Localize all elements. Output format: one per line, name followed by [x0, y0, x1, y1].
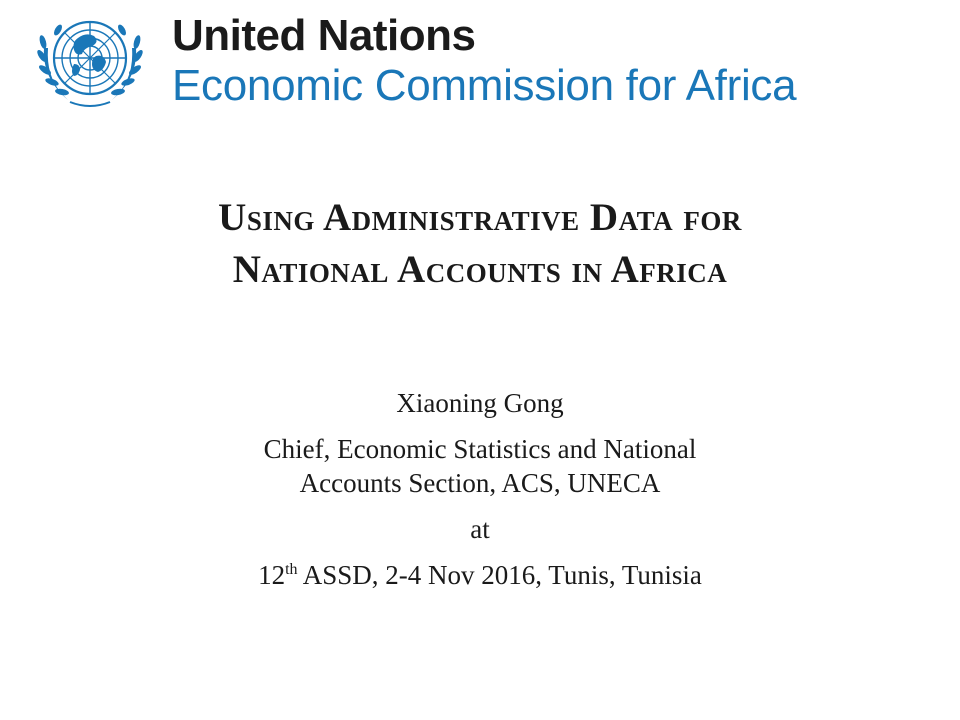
title-line1: Using Administrative Data for — [218, 196, 742, 239]
event-number: 12 — [258, 560, 286, 590]
title-line2: National Accounts in Africa — [232, 248, 728, 291]
at-text: at — [470, 514, 490, 544]
event-line — [80, 558, 880, 592]
presenter-role-line2: Accounts Section, ACS, UNECA — [299, 468, 661, 498]
org-name-line1: United Nations — [172, 11, 476, 60]
organization-name — [172, 12, 932, 112]
presenter-name: Xiaoning Gong — [396, 388, 564, 418]
presenter-block — [80, 386, 880, 592]
event-ordinal-suffix: th — [285, 561, 298, 578]
event-details: ASSD, 2-4 Nov 2016, Tunis, Tunisia — [297, 560, 702, 590]
slide-title — [60, 192, 900, 296]
org-name-line2: Economic Commission for Africa — [172, 61, 797, 110]
presenter-role-line1: Chief, Economic Statistics and National — [263, 434, 697, 464]
un-emblem-icon — [30, 8, 150, 112]
